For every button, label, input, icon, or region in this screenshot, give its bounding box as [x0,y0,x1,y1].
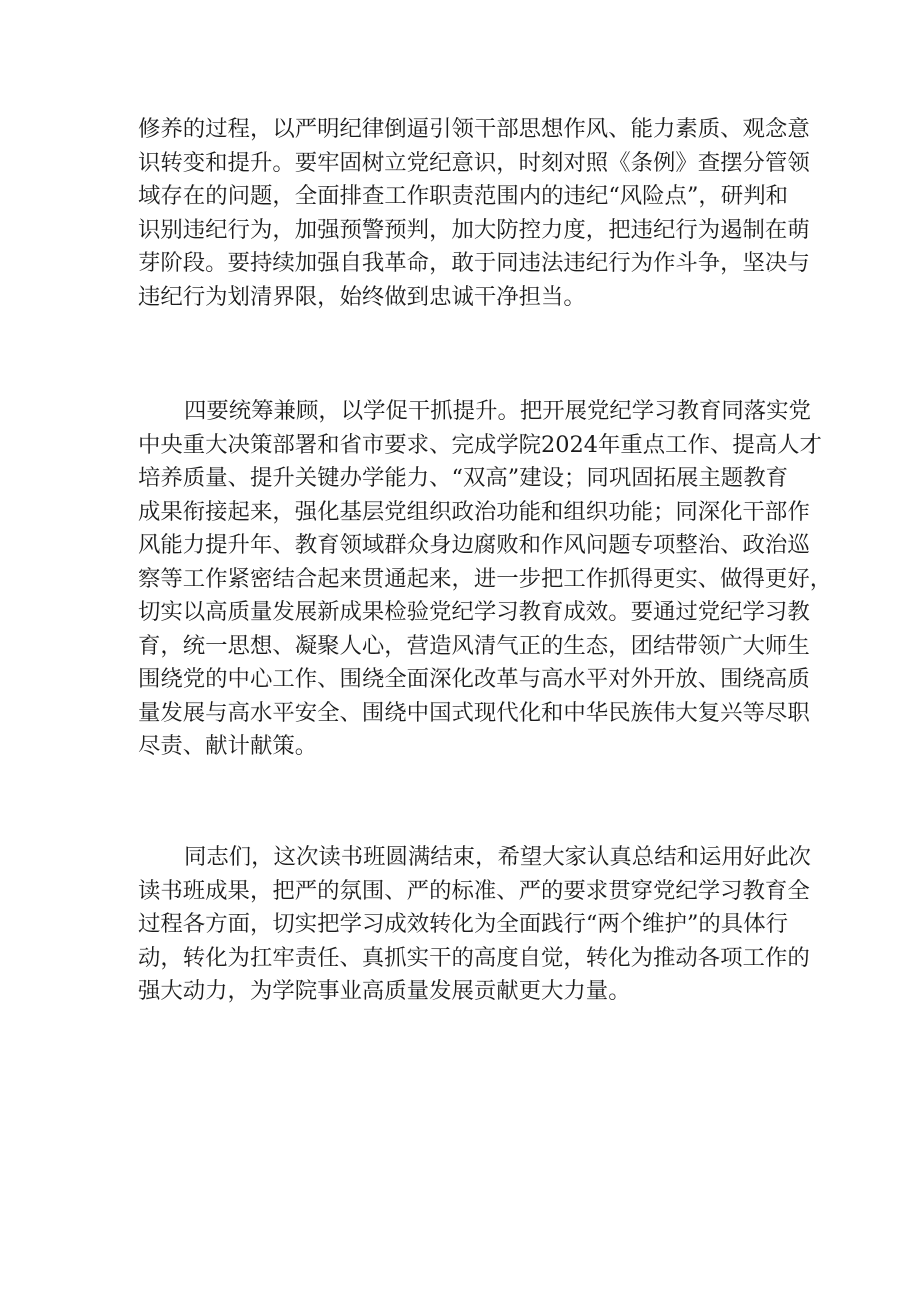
text-line: 围绕党的中心工作、围绕全面深化改革与高水平对外开放、围绕高质 [138,666,810,692]
text-line: 违纪行为划清界限，始终做到忠诚干净担当。 [138,283,586,310]
text-line: 尽责、献计献策。 [138,733,318,759]
text-line: 中央重大决策部署和省市要求、完成学院2024年重点工作、提高人才 [138,431,822,458]
text-line: 四要统筹兼顾，以学促干抓提升。把开展党纪学习教育同落实党 [184,398,811,424]
text-line: 育，统一思想、凝聚人心，营造风清气正的生态，团结带领广大师生 [138,632,810,659]
paragraph-discipline-awareness [138,113,810,314]
text-line: 强大动力，为学院事业高质量发展贡献更大力量。 [138,978,631,1004]
text-line: 培养质量、提升关键办学能力、“双高”建设；同巩固拓展主题教育 [138,465,788,491]
text-line: 风能力提升年、教育领域群众身边腐败和作风问题专项整治、政治巡 [138,532,810,558]
text-line: 同志们，这次读书班圆满结束，希望大家认真总结和运用好此次 [184,844,811,870]
text-line: 切实以高质量发展新成果检验党纪学习教育成效。要通过党纪学习教 [138,599,810,625]
text-line: 量发展与高水平安全、围绕中国式现代化和中华民族伟大复兴等尽职 [138,699,810,726]
paragraph-closing-remarks [138,841,811,1009]
text-line: 芽阶段。要持续加强自我革命，敢于同违法违纪行为作斗争，坚决与 [138,250,810,276]
text-line: 读书班成果，把严的氛围、严的标准、严的要求贯穿党纪学习教育全 [138,877,810,904]
text-line: 识转变和提升。要牢固树立党纪意识，时刻对照《条例》查摆分管领 [138,149,810,176]
text-line: 成果衔接起来，强化基层党组织政治功能和组织功能；同深化干部作 [138,498,810,525]
text-line: 察等工作紧密结合起来贯通起来，进一步把工作抓得更实、做得更好， [138,565,833,592]
text-line: 过程各方面，切实把学习成效转化为全面践行“两个维护”的具体行 [138,911,788,937]
text-line: 修养的过程，以严明纪律倒逼引领干部思想作风、能力素质、观念意 [138,116,810,142]
text-line: 域存在的问题，全面排查工作职责范围内的违纪“风险点”，研判和 [138,183,788,209]
text-line: 动，转化为扛牢责任、真抓实干的高度自觉，转化为推动各项工作的 [138,944,810,971]
text-line: 识别违纪行为，加强预警预判，加大防控力度，把违纪行为遏制在萌 [138,216,810,243]
paragraph-coordinate-learning [138,395,833,764]
